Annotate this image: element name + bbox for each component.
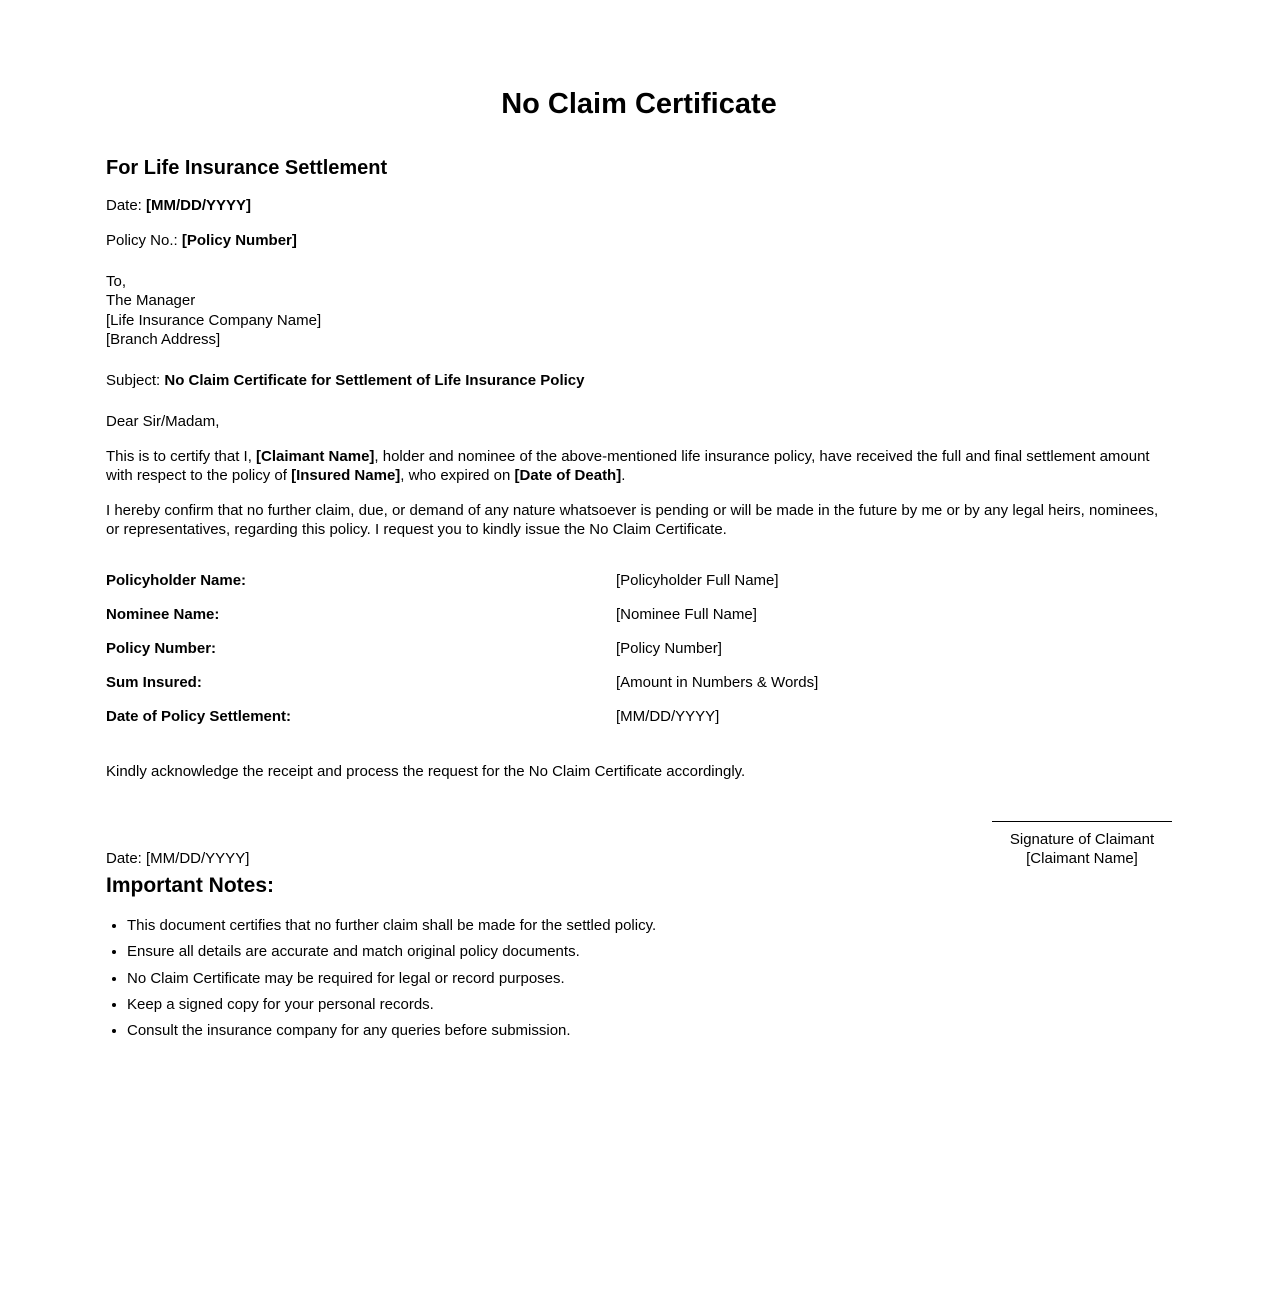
confirmation-paragraph: I hereby confirm that no further claim, due, or demand of any nature whatsoever is pending or will be made in the future by me or by any legal heirs, nominees, or representatives, regarding this policy. I request you to kindly issue the No Claim Certificate.	[106, 501, 1159, 538]
field-label: Policy Number:	[106, 640, 217, 657]
note-item: • Consult the insurance company for any queries before submission.	[127, 1021, 1172, 1040]
signature-footer-row	[106, 821, 1172, 868]
field-row-sum-insured	[106, 673, 1172, 692]
notes-list	[106, 916, 1172, 1039]
field-row-nominee-name	[106, 605, 1172, 624]
field-value: [Nominee Full Name]	[616, 605, 757, 623]
certification-paragraph: This is to certify that I, [Claimant Name], holder and nominee of the above-mentioned life insurance policy, have received the full and final settlement amount with respect to the policy of [Insured Name], who expired on [Date of Death].	[106, 447, 1150, 484]
address-line: The Manager	[106, 292, 196, 310]
field-label: Policyholder Name:	[106, 571, 247, 589]
field-value: [Policyholder Full Name]	[616, 571, 779, 589]
address-line: [Life Insurance Company Name]	[106, 311, 322, 329]
address-line: [Branch Address]	[106, 330, 221, 348]
policy-details-list	[106, 571, 1172, 726]
field-label: Sum Insured:	[106, 674, 202, 692]
field-row-policyholder-name	[106, 571, 1172, 590]
closing-paragraph: Kindly acknowledge the receipt and process the request for the No Claim Certificate accordingly.	[106, 763, 746, 781]
note-item: • Ensure all details are accurate and match original policy documents.	[127, 942, 1172, 961]
field-row-settlement-date	[106, 707, 1172, 726]
signature-caption: Signature of Claimant	[1009, 831, 1155, 849]
field-label: Date of Policy Settlement:	[106, 708, 292, 726]
field-row-policy-number	[106, 639, 1172, 658]
subject-line: Subject: No Claim Certificate for Settlement of Life Insurance Policy	[106, 371, 585, 389]
field-label: Nominee Name:	[106, 605, 220, 623]
field-value: [MM/DD/YYYY]	[616, 708, 720, 726]
field-value: [Policy Number]	[616, 640, 722, 657]
date-line: Date: [MM/DD/YYYY]	[106, 197, 252, 215]
field-value: [Amount in Numbers & Words]	[616, 674, 819, 692]
document-subtitle: For Life Insurance Settlement	[106, 157, 388, 180]
note-item: • No Claim Certificate may be required for legal or record purposes.	[127, 969, 1172, 988]
note-item: • This document certifies that no further claim shall be made for the settled policy.	[127, 916, 1172, 935]
signature-claimant-name: [Claimant Name]	[1026, 850, 1138, 868]
recipient-address	[106, 272, 1172, 348]
document-title: No Claim Certificate	[501, 88, 777, 120]
note-item: • Keep a signed copy for your personal records.	[127, 995, 1172, 1014]
notes-heading: Important Notes:	[106, 874, 274, 898]
footer-date: Date: [MM/DD/YYYY]	[106, 850, 250, 868]
policy-number-line: Policy No.: [Policy Number]	[106, 232, 297, 250]
signature-block	[992, 821, 1172, 868]
address-line: To,	[106, 273, 127, 291]
salutation: Dear Sir/Madam,	[106, 412, 220, 430]
